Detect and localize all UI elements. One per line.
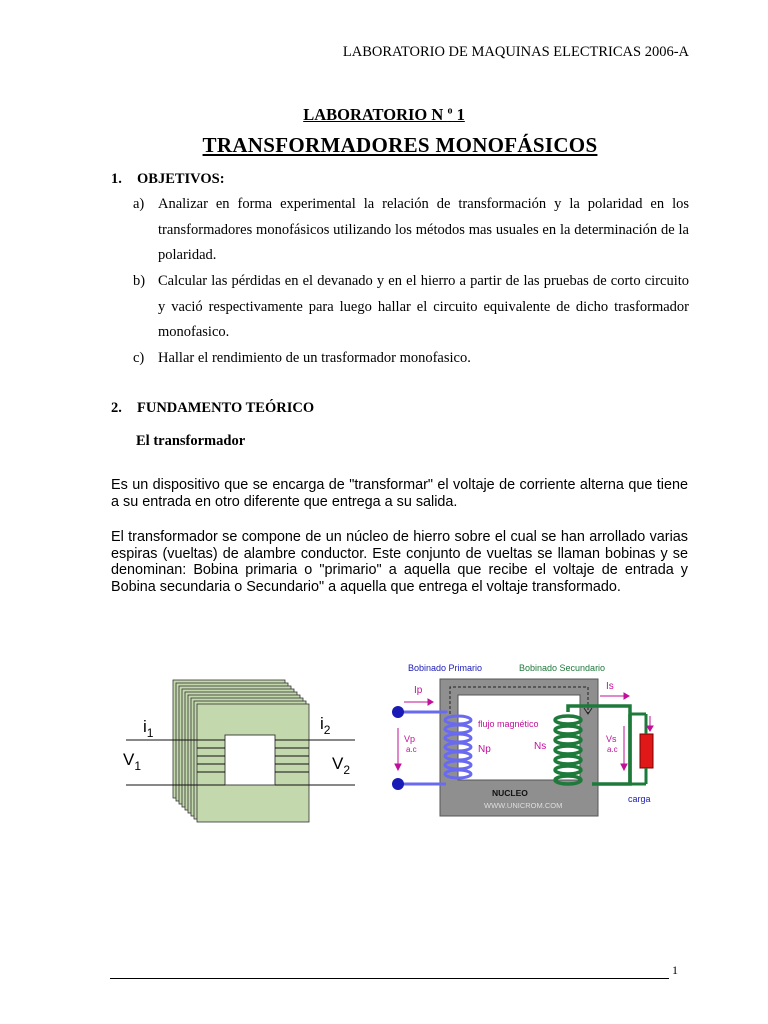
website-watermark: WWW.UNICROM.COM bbox=[484, 801, 563, 810]
paragraph: El transformador se compone de un núcleo de hierro sobre el cual se han arrollado varias espiras (vueltas) de alambre conductor. Este conjunto de vueltas se llaman bobinas y se denominan: Bobina primaria o "primario" a aquella que recibe el voltaje de entrada y Bobina secundaria o Secundario" a aquella que entrega el voltaje transformado. bbox=[111, 529, 688, 596]
input-terminal bbox=[392, 706, 404, 718]
section-number: 2. bbox=[111, 400, 122, 416]
core-label: NUCLEO bbox=[492, 788, 528, 798]
objective-text: Analizar en forma experimental la relación de transformación y la polaridad en los transformadores monofásicos utilizando los métodos mas usuales en la determinación de la polaridad. bbox=[158, 196, 689, 263]
core-laminations bbox=[173, 680, 309, 822]
page-header: LABORATORIO DE MAQUINAS ELECTRICAS 2006-A bbox=[342, 44, 689, 60]
section-label: FUNDAMENTO TEÓRICO bbox=[137, 400, 315, 416]
section-objetivos bbox=[111, 171, 225, 188]
primary-winding-label: Bobinado Primario bbox=[408, 663, 483, 673]
lab-title-prefix: LABORATORIO N bbox=[303, 105, 448, 124]
input-terminal bbox=[392, 778, 404, 790]
current-i1-label: $i_1$ bbox=[143, 717, 154, 740]
objective-item bbox=[133, 192, 689, 269]
current-i2-label: $i_2$ bbox=[320, 714, 331, 737]
primary-voltage-label: Vp bbox=[404, 734, 416, 744]
section-number: 1. bbox=[111, 171, 122, 187]
secondary-current-label: Is bbox=[606, 681, 614, 692]
secondary-voltage-ac: a.c bbox=[607, 745, 618, 754]
section-label: OBJETIVOS: bbox=[137, 171, 225, 187]
voltage-v1-label: $V_1$ bbox=[123, 750, 142, 773]
voltage-v2-label: $V_2$ bbox=[332, 754, 351, 777]
objective-marker: c) bbox=[133, 350, 145, 366]
lab-title bbox=[0, 105, 768, 125]
section-fundamento bbox=[111, 400, 314, 417]
magnetic-flux-label: flujo magnético bbox=[478, 719, 539, 729]
primary-turns-label: Np bbox=[478, 744, 491, 755]
objective-marker: b) bbox=[133, 273, 146, 289]
load-resistor bbox=[640, 734, 653, 768]
objective-item bbox=[133, 346, 689, 372]
paragraph: Es un dispositivo que se encarga de "transformar" el voltaje de corriente alterna que tiene a su entrada en otro diferente que entrega a su salida. bbox=[111, 477, 688, 510]
page-number: 1 bbox=[672, 963, 678, 977]
secondary-turns-label: Ns bbox=[534, 741, 547, 752]
subheading: El transformador bbox=[136, 433, 246, 449]
primary-current-label: Ip bbox=[414, 685, 423, 696]
main-title: TRANSFORMADORES MONOFÁSICOS bbox=[202, 133, 598, 157]
objective-text: Calcular las pérdidas en el devanado y en el hierro a partir de las pruebas de corto circuito y vació respectivamente para luego hallar el circuito equivalente de dicho trasformador monofasico. bbox=[158, 273, 689, 340]
secondary-voltage-label: Vs bbox=[606, 734, 617, 744]
objective-item bbox=[133, 269, 689, 346]
lab-title-number: 1 bbox=[452, 105, 465, 124]
objective-marker: a) bbox=[133, 196, 145, 212]
footer-rule bbox=[110, 978, 669, 979]
secondary-winding-label: Bobinado Secundario bbox=[519, 663, 606, 673]
load-label: carga bbox=[628, 794, 651, 804]
lab-title-superscript: o bbox=[447, 105, 453, 117]
primary-voltage-ac: a.c bbox=[406, 745, 417, 754]
transformer-core-figure bbox=[118, 672, 363, 837]
objective-text: Hallar el rendimiento de un trasformador monofasico. bbox=[158, 350, 471, 366]
transformer-circuit-diagram bbox=[384, 656, 674, 821]
